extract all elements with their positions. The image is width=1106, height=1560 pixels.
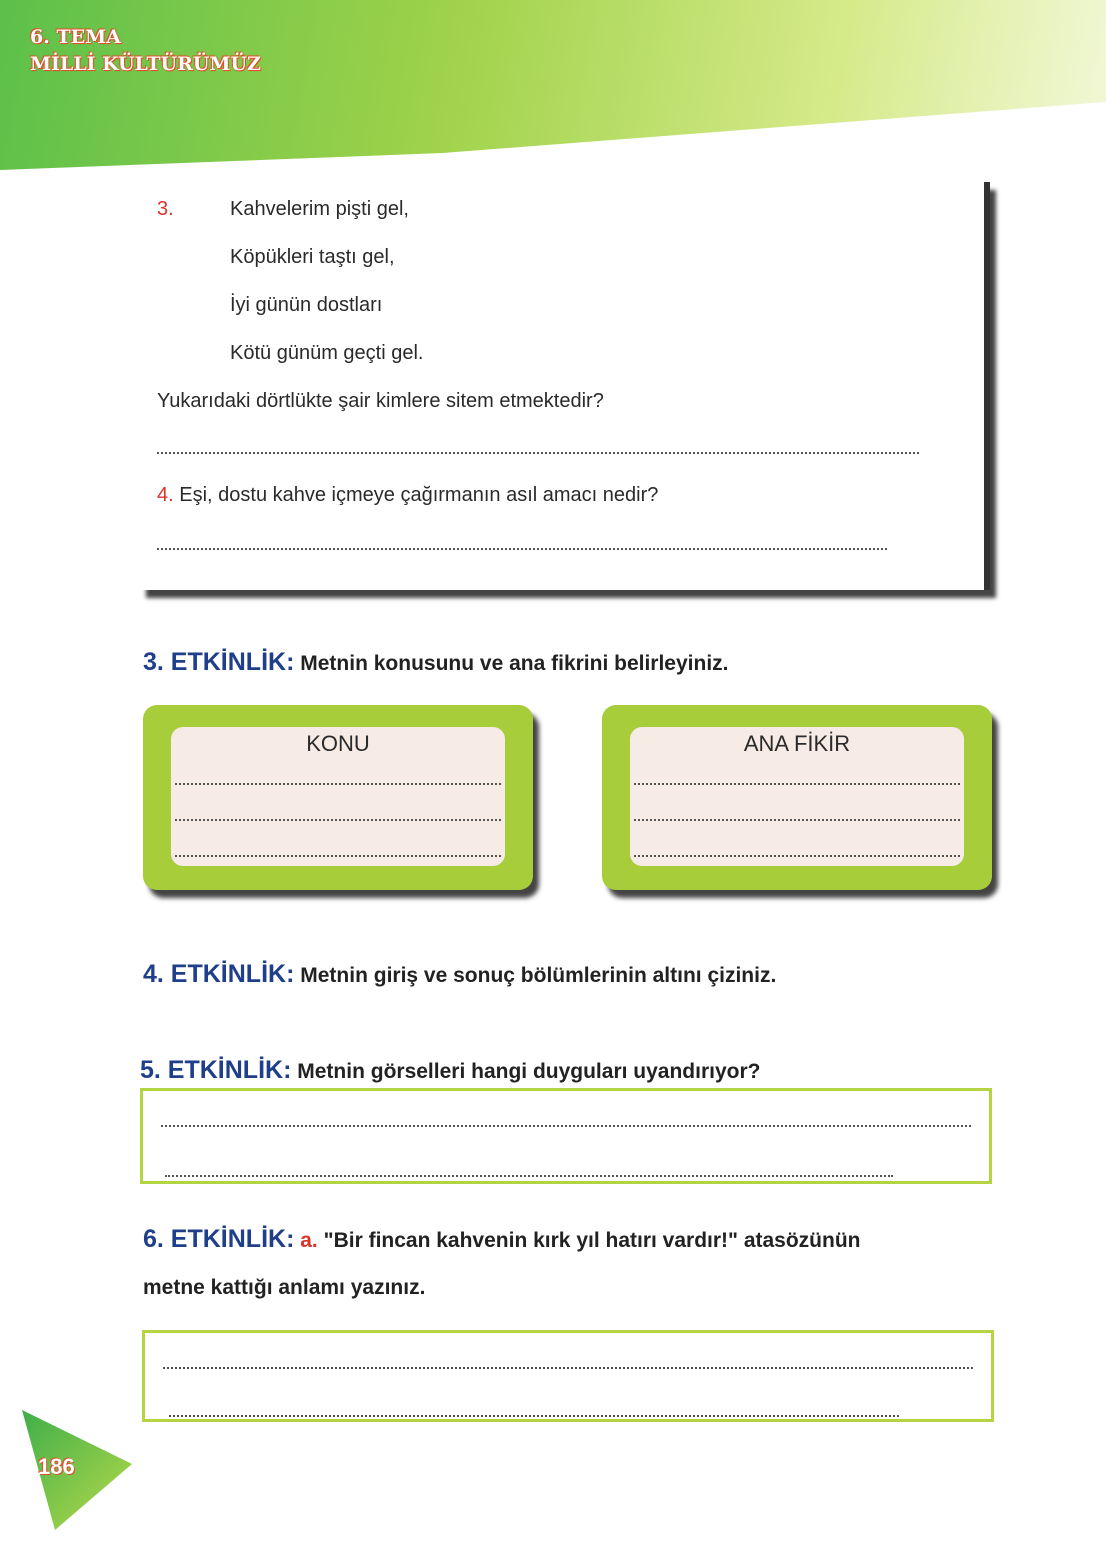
theme-number: 6. TEMA	[30, 26, 121, 48]
activity-heading: 4. ETKİNLİK:	[143, 960, 295, 988]
activity-text: "Bir fincan kahvenin kırk yıl hatırı vardır!" atasözünün	[323, 1229, 861, 1252]
answer-line[interactable]	[634, 819, 960, 821]
q3-text: Yukarıdaki dörtlükte şair kimlere sitem etmektedir?	[157, 390, 604, 412]
answer-line[interactable]	[175, 855, 501, 857]
poem-line: Kahvelerim pişti gel,	[230, 198, 409, 220]
q4-number: 4.	[157, 484, 174, 506]
poem-line: Köpükleri taştı gel,	[230, 246, 395, 268]
konu-title: KONU	[306, 731, 370, 756]
poem-line: Kötü günüm geçti gel.	[230, 342, 424, 364]
page-number: 186	[38, 1454, 75, 1479]
answer-line[interactable]	[634, 783, 960, 785]
activity-label: a.	[300, 1229, 318, 1252]
activity-3	[143, 648, 729, 677]
activity-text: Metnin konusunu ve ana fikrini belirleyiniz.	[300, 652, 729, 675]
answer-frame	[140, 1088, 992, 1184]
ana-fikir-title: ANA FİKİR	[743, 731, 851, 756]
theme-title	[30, 24, 261, 78]
theme-name: MİLLİ KÜLTÜRÜMÜZ	[30, 53, 261, 75]
answer-line[interactable]	[634, 855, 960, 857]
activity-heading: 5. ETKİNLİK:	[140, 1056, 292, 1084]
activity-heading: 6. ETKİNLİK:	[143, 1225, 295, 1253]
q3-number: 3.	[157, 198, 174, 220]
activity-4	[143, 960, 776, 989]
question-card	[140, 182, 990, 590]
answer-line[interactable]	[175, 819, 501, 821]
answer-line[interactable]	[163, 1367, 973, 1369]
answer-line[interactable]	[157, 548, 887, 550]
answer-line[interactable]	[165, 1175, 893, 1177]
answer-frame	[142, 1330, 994, 1422]
activity-6	[143, 1225, 861, 1254]
activity-text: Metnin görselleri hangi duyguları uyandırıyor?	[297, 1060, 761, 1083]
answer-line[interactable]	[161, 1125, 971, 1127]
activity-heading: 3. ETKİNLİK:	[143, 648, 295, 676]
q4-text: Eşi, dostu kahve içmeye çağırmanın asıl amacı nedir?	[179, 484, 659, 506]
ana-fikir-box	[602, 705, 992, 890]
answer-line[interactable]	[175, 783, 501, 785]
konu-box	[143, 705, 533, 890]
activity-text: Metnin giriş ve sonuç bölümlerinin altını çiziniz.	[300, 964, 777, 987]
poem-line: İyi günün dostları	[230, 294, 383, 316]
activity-text-continued: metne kattığı anlamı yazınız.	[143, 1276, 426, 1299]
answer-line[interactable]	[169, 1415, 899, 1417]
activity-5	[140, 1056, 760, 1085]
answer-line[interactable]	[157, 452, 919, 454]
